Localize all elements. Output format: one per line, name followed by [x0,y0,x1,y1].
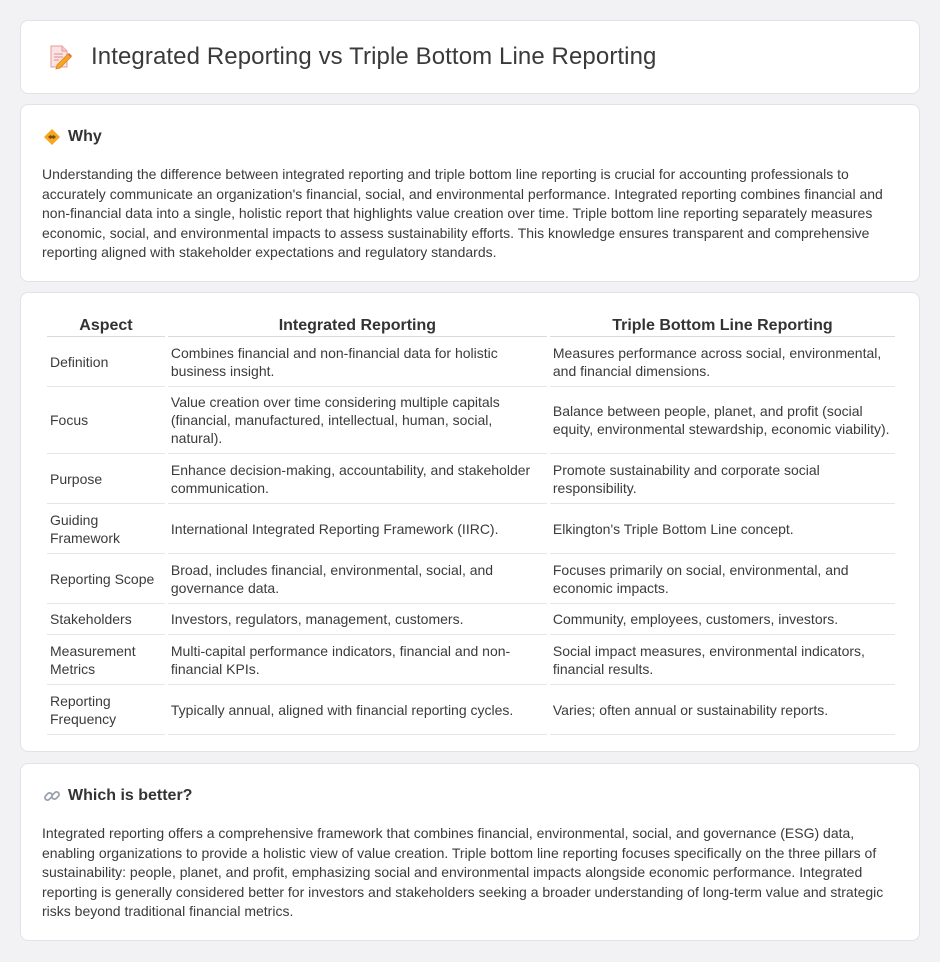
table-row [47,635,895,685]
table-row [47,604,895,635]
which-is-better-section [20,763,920,941]
triple-bottom-line-cell: Promote sustainability and corporate social responsibility. [550,454,895,504]
better-body: Integrated reporting offers a comprehensive framework that combines financial, environmental, social, and governance (ESG) data, enabling organizations to provide a holistic view of value creation. Triple bottom line reporting focuses specifically on the three pillars of sustainability: people, planet, and profit, emphasizing social and environmental impacts alongside economic performance. Integrated reporting is generally considered better for investors and stakeholders seeking a broader understanding of long-term value and strategic risks beyond traditional financial metrics. [42,825,884,920]
triple-bottom-line-cell: Focuses primarily on social, environmental, and economic impacts. [550,554,895,604]
header-triple-bottom-line: Triple Bottom Line Reporting [550,315,895,337]
comparison-table-section [20,292,920,752]
triple-bottom-line-cell: Social impact measures, environmental indicators, financial results. [550,635,895,685]
table-header-row [47,315,895,337]
title-row [45,43,657,71]
triple-bottom-line-cell: Measures performance across social, environmental, and financial dimensions. [550,337,895,387]
integrated-reporting-cell: Combines financial and non-financial data for holistic business insight. [168,337,547,387]
integrated-reporting-cell: Value creation over time considering multiple capitals (financial, manufactured, intellectual, human, social, natural). [168,387,547,454]
comparison-table [44,315,898,735]
triple-bottom-line-cell: Varies; often annual or sustainability reports. [550,685,895,735]
aspect-cell: Purpose [47,454,165,504]
triple-bottom-line-cell: Elkington's Triple Bottom Line concept. [550,504,895,554]
table-row [47,504,895,554]
integrated-reporting-cell: Broad, includes financial, environmental, social, and governance data. [168,554,547,604]
integrated-reporting-cell: Typically annual, aligned with financial reporting cycles. [168,685,547,735]
aspect-cell: Reporting Frequency [47,685,165,735]
aspect-cell: Focus [47,387,165,454]
better-title: Which is better? [68,787,193,804]
title-card [20,20,920,94]
why-title: Why [68,128,102,145]
aspect-cell: Reporting Scope [47,554,165,604]
integrated-reporting-cell: International Integrated Reporting Framework (IIRC). [168,504,547,554]
link-icon [43,787,61,805]
why-header [43,128,102,146]
triple-bottom-line-cell: Balance between people, planet, and profit (social equity, environmental stewardship, economic viability). [550,387,895,454]
header-aspect: Aspect [47,315,165,337]
aspect-cell: Measurement Metrics [47,635,165,685]
why-section [20,104,920,282]
integrated-reporting-cell: Investors, regulators, management, customers. [168,604,547,635]
table-row [47,685,895,735]
table-row [47,554,895,604]
document-pencil-icon [45,43,73,71]
aspect-cell: Definition [47,337,165,387]
why-body: Understanding the difference between integrated reporting and triple bottom line reporting is crucial for accounting professionals to accurately communicate an organization's financial, social, and environmental performance. Integrated reporting combines financial and non-financial data into a single, holistic report that highlights value creation over time. Triple bottom line reporting separately measures economic, social, and environmental impacts to assess sustainability efforts. This knowledge ensures transparent and comprehensive reporting aligned with stakeholder expectations and regulatory standards. [42,166,883,261]
integrated-reporting-cell: Enhance decision-making, accountability, and stakeholder communication. [168,454,547,504]
triple-bottom-line-cell: Community, employees, customers, investors. [550,604,895,635]
aspect-cell: Guiding Framework [47,504,165,554]
table-row [47,454,895,504]
header-integrated-reporting: Integrated Reporting [168,315,547,337]
diamond-handshake-icon [43,128,61,146]
better-header [43,787,192,805]
integrated-reporting-cell: Multi-capital performance indicators, financial and non-financial KPIs. [168,635,547,685]
table-row [47,337,895,387]
page-title: Integrated Reporting vs Triple Bottom Line Reporting [91,43,657,70]
table-row [47,387,895,454]
aspect-cell: Stakeholders [47,604,165,635]
